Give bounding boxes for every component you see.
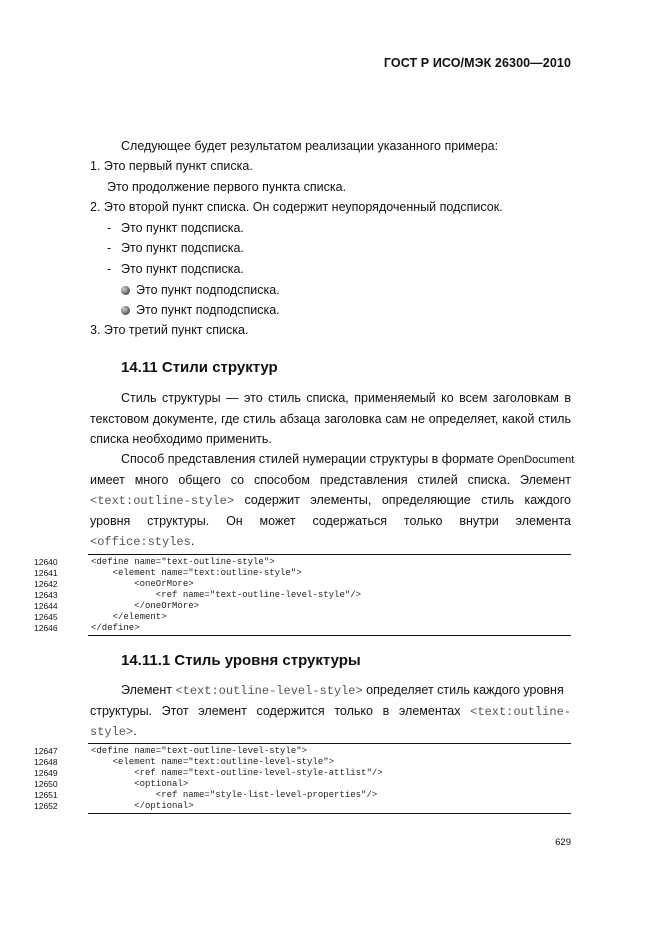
- paragraph-text: содержит элементы, определяющие стиль каждого: [234, 493, 571, 507]
- code-line: [34, 601, 571, 612]
- code-line: [34, 779, 571, 790]
- code-line: [34, 757, 571, 768]
- line-number: 12643: [34, 590, 58, 600]
- intro-text: Следующее будет результатом реализации указанного примера:: [121, 139, 499, 153]
- code-text: </optional>: [91, 801, 194, 811]
- code-text: <element name="text:outline-style">: [91, 568, 302, 578]
- subsection-heading: 14.11.1 Стиль уровня структуры: [121, 652, 361, 669]
- code-text: </element>: [91, 612, 167, 622]
- paragraph-line: имеет много общего со способом представления стилей списка. Элемент: [90, 472, 571, 487]
- sublist-item-text: Это пункт подсписка.: [121, 262, 244, 276]
- line-number: 12640: [34, 557, 58, 567]
- paragraph-line: текстовом документе, где стиль абзаца заголовка сам не определяет, какой стиль: [90, 411, 571, 426]
- paragraph-line: [90, 701, 571, 722]
- inline-code: <office:styles: [90, 535, 191, 549]
- line-number: 12649: [34, 768, 58, 778]
- line-number: 12644: [34, 601, 58, 611]
- paragraph-text: структуры. Этот элемент содержится только в элементах: [90, 703, 471, 718]
- paragraph-text: Элемент: [121, 683, 176, 697]
- sphere-bullet-icon: [121, 286, 130, 295]
- code-line: [34, 623, 571, 634]
- line-number: 12641: [34, 568, 58, 578]
- paragraph-text: .: [190, 534, 195, 548]
- code-text: <ref name="style-list-level-properties"/>: [91, 790, 378, 800]
- sublist-item-text: Это пункт подсписка.: [121, 221, 244, 235]
- line-number: 12650: [34, 779, 58, 789]
- list-item-3: 3. Это третий пункт списка.: [90, 323, 249, 337]
- list-item-1: 1. Это первый пункт списка.: [90, 159, 253, 173]
- code-line: [34, 557, 571, 568]
- sublist-item: [107, 241, 244, 255]
- code-text: <optional>: [91, 779, 189, 789]
- line-number: 12648: [34, 757, 58, 767]
- code-bottom-rule: [88, 635, 571, 636]
- line-number: 12651: [34, 790, 58, 800]
- dash-marker: -: [107, 221, 112, 235]
- paragraph-line: Стиль структуры — это стиль списка, применяемый ко всем заголовкам в: [121, 391, 571, 405]
- document-header: ГОСТ Р ИСО/МЭК 26300—2010: [383, 56, 571, 70]
- code-line: [34, 801, 571, 812]
- paragraph-text: Способ представления стилей нумерации структуры в формате: [121, 452, 494, 466]
- paragraph-line: [90, 449, 575, 470]
- sphere-bullet-icon: [121, 306, 130, 315]
- page-number: 629: [555, 837, 571, 848]
- paragraph-line: [90, 531, 571, 552]
- code-line: [34, 746, 571, 757]
- paragraph-text: .: [133, 724, 137, 738]
- code-bottom-rule: [88, 813, 571, 814]
- line-number: 12647: [34, 746, 58, 756]
- code-line: [34, 568, 571, 579]
- code-line: [34, 768, 571, 779]
- line-number: 12642: [34, 579, 58, 589]
- list-item-1-continuation: Это продолжение первого пункта списка.: [107, 180, 347, 194]
- inline-code: <text:outline-: [470, 704, 571, 719]
- code-text: <ref name="text-outline-level-style-attlist"/>: [91, 768, 383, 778]
- dash-marker: -: [107, 241, 112, 255]
- inline-code: <text:outline-level-style>: [175, 684, 363, 698]
- code-text: <define name="text-outline-level-style">: [91, 746, 308, 756]
- subsublist-item-text: Это пункт подподсписка.: [136, 303, 280, 317]
- code-text: </define>: [91, 623, 140, 633]
- subsublist-item-text: Это пункт подподсписка.: [136, 283, 280, 297]
- line-number: 12652: [34, 801, 58, 811]
- code-block-1: [34, 554, 571, 636]
- code-line: [34, 790, 571, 801]
- paragraph-line: [90, 721, 571, 742]
- paragraph-line: [90, 490, 571, 511]
- subsection-paragraph: [90, 680, 571, 742]
- code-block-2: [34, 743, 571, 814]
- code-rows: [34, 555, 571, 634]
- subsublist-item: [121, 303, 280, 317]
- code-text: </oneOrMore>: [91, 601, 200, 611]
- paragraph-line: [90, 680, 571, 701]
- paragraph-line: уровня структуры. Он может содержаться только внутри элемента: [90, 513, 571, 528]
- inline-code: style>: [90, 725, 134, 739]
- code-text: <oneOrMore>: [91, 579, 194, 589]
- section-paragraph-2: [90, 449, 575, 552]
- code-line: [34, 612, 571, 623]
- subsublist-item: [121, 283, 280, 297]
- paragraph-text: OpenDocument: [497, 454, 575, 466]
- code-rows: [34, 744, 571, 812]
- sublist-item: [107, 221, 244, 235]
- paragraph-line: списка необходимо применить.: [90, 432, 272, 446]
- dash-marker: -: [107, 262, 112, 276]
- list-item-2: 2. Это второй пункт списка. Он содержит неупорядоченный подсписок.: [90, 200, 503, 214]
- sublist-item: [107, 262, 244, 276]
- section-paragraph-1: [90, 388, 571, 450]
- code-text: <ref name="text-outline-level-style"/>: [91, 590, 362, 600]
- code-text: <element name="text:outline-level-style">: [91, 757, 335, 767]
- paragraph-text: определяет стиль каждого уровня: [362, 683, 564, 697]
- sublist-item-text: Это пункт подсписка.: [121, 241, 244, 255]
- section-heading: 14.11 Стили структур: [121, 359, 278, 376]
- line-number: 12646: [34, 623, 58, 633]
- inline-code: <text:outline-style>: [90, 494, 235, 508]
- line-number: 12645: [34, 612, 58, 622]
- code-line: [34, 579, 571, 590]
- code-text: <define name="text-outline-style">: [91, 557, 275, 567]
- code-line: [34, 590, 571, 601]
